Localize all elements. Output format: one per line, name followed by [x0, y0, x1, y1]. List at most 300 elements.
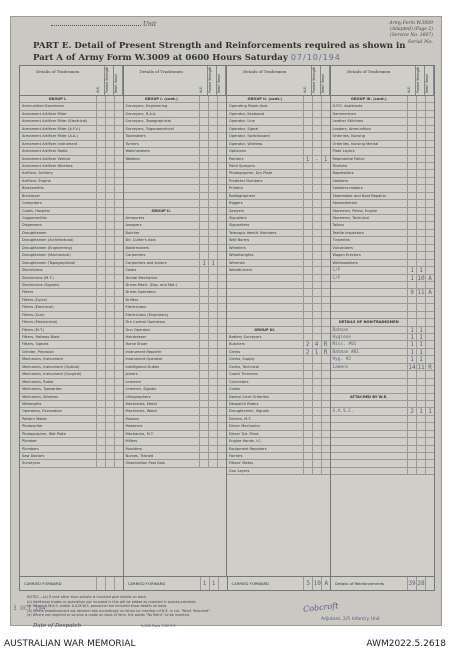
posted-strength-cell: [312, 126, 321, 132]
we-cell: [303, 297, 312, 303]
trade-row: [124, 334, 227, 341]
trade-row: [331, 260, 435, 267]
trade-row: [20, 282, 123, 289]
carried-forward-value: 39: [407, 577, 416, 590]
posted-strength-cell: [208, 431, 217, 437]
reinf-reqd-cell: [321, 468, 330, 474]
trade-row: [124, 349, 227, 356]
trade-label: Horse Shoer: [125, 342, 148, 347]
posted-strength-cell: [105, 453, 114, 459]
posted-strength-cell: [416, 394, 425, 400]
trade-label: Fitters (Gun): [22, 312, 45, 317]
posted-strength-cell: [416, 312, 425, 318]
we-cell: [407, 170, 416, 176]
trade-label: Mechanics, Instrument (Surgical): [22, 372, 82, 377]
posted-strength-cell: [312, 141, 321, 147]
reinf-reqd-cell: [217, 111, 226, 117]
trade-row: [124, 431, 227, 438]
posted-strength-cell: 1: [416, 408, 425, 414]
we-cell: [303, 282, 312, 288]
trade-row: [331, 327, 435, 334]
trade-row: [124, 118, 227, 125]
trade-label: [227, 312, 303, 318]
we-cell: [199, 118, 208, 124]
reinf-reqd-cell: [217, 349, 226, 355]
trade-label: [331, 401, 408, 407]
we-cell: [96, 260, 105, 266]
trade-row: [227, 237, 330, 244]
posted-strength-cell: [312, 275, 321, 281]
trade-row: [124, 446, 227, 453]
trade-label: Drivers, M.T.: [229, 416, 252, 421]
posted-strength-cell: [105, 230, 114, 236]
trade-row: [20, 408, 123, 415]
we-cell: [96, 341, 105, 347]
trade-label: Armament Artificer Vehicle: [22, 156, 71, 161]
posted-strength-cell: [208, 245, 217, 251]
reinf-reqd-cell: [425, 163, 434, 169]
trade-label: Fitters: [22, 290, 34, 295]
trade-label: Orderlies, Nursing Mental: [332, 141, 379, 146]
trade-row: [20, 349, 123, 356]
we-cell: [199, 297, 208, 303]
trade-row: [124, 379, 227, 386]
trade-label: Operator, Wireless: [229, 141, 263, 146]
trade-label: Butcher: [125, 230, 140, 235]
trade-row: [20, 438, 123, 445]
posted-strength-cell: [208, 148, 217, 154]
posted-strength-cell: [105, 416, 114, 422]
trade-label: Wall Borers: [229, 238, 250, 243]
posted-strength-cell: [208, 208, 217, 214]
trade-row: [20, 215, 123, 222]
trade-row: [20, 341, 123, 348]
trade-row: [20, 304, 123, 311]
posted-strength-cell: [416, 237, 425, 243]
trade-row: [20, 208, 123, 215]
trade-row: [227, 215, 330, 222]
trade-row: [20, 133, 123, 140]
reinf-reqd-cell: [425, 252, 434, 258]
trade-row: [124, 327, 227, 334]
trade-row: [124, 394, 227, 401]
posted-strength-cell: [208, 379, 217, 385]
trade-row: [124, 364, 227, 371]
trade-row: [124, 170, 227, 177]
unit-dots: [51, 25, 141, 26]
posted-strength-cell: [312, 260, 321, 266]
reinf-reqd-cell: [114, 215, 123, 221]
trade-row: [20, 148, 123, 155]
trade-row: [331, 141, 435, 148]
carried-forward-value: 5: [303, 577, 312, 590]
we-cell: [407, 178, 416, 184]
trade-row: [331, 334, 435, 341]
trade-row: [227, 416, 330, 423]
trades-column: [227, 66, 331, 576]
trade-row: [331, 275, 435, 282]
we-cell: [303, 178, 312, 184]
trade-row: [20, 431, 123, 438]
reinf-reqd-cell: [321, 334, 330, 340]
posted-strength-cell: [105, 170, 114, 176]
reinf-reqd-cell: [114, 349, 123, 355]
we-cell: [303, 170, 312, 176]
we-cell: [96, 178, 105, 184]
we-cell: [303, 237, 312, 243]
posted-strength-cell: 1: [416, 334, 425, 340]
posted-strength-cell: [105, 460, 114, 466]
we-cell: [407, 371, 416, 377]
trade-label: Mechanics, Wireless: [22, 394, 59, 399]
trade-label: Opticians: [229, 149, 246, 154]
trade-label: Gun Operator: [125, 327, 151, 332]
posted-strength-cell: [105, 252, 114, 258]
we-cell: [199, 453, 208, 459]
trade-row: [331, 364, 435, 371]
we-cell: [96, 200, 105, 206]
trade-label: Vulcanisers: [332, 245, 353, 250]
reinf-reqd-cell: [217, 126, 226, 132]
trade-row: [124, 230, 227, 237]
trade-label: Joiners: [125, 372, 138, 377]
posted-strength-cell: [105, 327, 114, 333]
we-cell: [199, 96, 208, 102]
trade-label: Electricians: [125, 305, 147, 310]
reinf-reqd-cell: [321, 178, 330, 184]
trade-label: Armament Artificer Wireless: [22, 163, 73, 168]
trade-row: [20, 319, 123, 326]
we-cell: [303, 133, 312, 139]
we-cell: [199, 245, 208, 251]
tradesmen-grid: [19, 65, 435, 577]
posted-strength-cell: [208, 364, 217, 370]
trade-label: Armourers: [125, 216, 145, 220]
posted-strength-cell: [312, 103, 321, 109]
trade-row: [227, 163, 330, 170]
we-cell: [303, 319, 312, 325]
trade-row: [331, 126, 435, 133]
group-heading: DETAILS OF NON-TRADESMEN: [338, 320, 399, 325]
trade-label: G.P.O. Assistants: [332, 104, 363, 109]
reinf-reqd-cell: [217, 327, 226, 333]
reinf-reqd-cell: [114, 312, 123, 318]
trades-column: [20, 66, 124, 576]
reinf-reqd-cell: [114, 163, 123, 169]
reinf-reqd-cell: [217, 170, 226, 176]
posted-strength-cell: [312, 193, 321, 199]
posted-strength-cell: [208, 193, 217, 199]
we-cell: [199, 394, 208, 400]
reinf-reqd-cell: A: [425, 289, 434, 295]
trade-row: [227, 275, 330, 282]
trade-row: [331, 341, 435, 348]
trade-label: Operator, Line: [229, 119, 255, 124]
posted-strength-cell: 1: [312, 349, 321, 355]
note-line: (c) Where A.W.A.S. and/or A.A.M.W.S. personnel are included show details on back.: [27, 604, 168, 609]
posted-strength-cell: [208, 133, 217, 139]
trade-row: [20, 200, 123, 207]
trade-row: [20, 386, 123, 393]
group-heading: GROUP III. (cont.): [350, 97, 387, 101]
trade-label: Dental Mechanics: [125, 275, 158, 280]
posted-strength-cell: [208, 170, 217, 176]
reinf-reqd-cell: [425, 126, 434, 132]
carried-forward-value: 1: [200, 577, 209, 590]
posted-strength-cell: [416, 304, 425, 310]
we-cell: [407, 423, 416, 429]
reinf-reqd-cell: [114, 460, 123, 466]
posted-strength-cell: [208, 408, 217, 414]
posted-strength-cell: [416, 215, 425, 221]
trade-row: [20, 312, 123, 319]
reinf-reqd-cell: [321, 118, 330, 124]
trade-row: [331, 215, 435, 222]
posted-strength-cell: [208, 103, 217, 109]
reinf-reqd-cell: [114, 408, 123, 414]
we-cell: [199, 178, 208, 184]
trade-row: [331, 304, 435, 311]
reinf-reqd-cell: [114, 282, 123, 288]
we-cell: [303, 460, 312, 466]
we-cell: [303, 148, 312, 154]
trade-row: [20, 126, 123, 133]
reinf-reqd-cell: [217, 133, 226, 139]
trade-label: Computors: [22, 201, 42, 206]
we-cell: 1: [407, 356, 416, 362]
trade-row: [227, 312, 330, 319]
reinf-reqd-cell: [425, 379, 434, 385]
trade-row: [20, 460, 123, 467]
we-cell: [96, 312, 105, 318]
posted-strength-cell: [416, 126, 425, 132]
reinf-reqd-cell: [321, 297, 330, 303]
posted-strength-cell: [105, 275, 114, 281]
column-header: [124, 66, 227, 96]
reinf-reqd-cell: [114, 297, 123, 303]
posted-strength-cell: [105, 289, 114, 295]
we-cell: [303, 141, 312, 147]
we-cell: 1: [407, 267, 416, 273]
posted-strength-cell: [312, 371, 321, 377]
form-ref-line: (Service No. 1607): [390, 33, 433, 38]
trade-row: [331, 289, 435, 296]
we-cell: [303, 356, 312, 362]
we-cell: [407, 245, 416, 251]
posted-strength-cell: [208, 185, 217, 191]
trade-row: [124, 371, 227, 378]
we-cell: [407, 156, 416, 162]
reinf-reqd-cell: [114, 133, 123, 139]
posted-strength-cell: [416, 170, 425, 176]
reinf-reqd-cell: [425, 334, 434, 340]
reinf-reqd-cell: [321, 423, 330, 429]
trade-label: [331, 468, 408, 474]
we-cell: [303, 193, 312, 199]
trade-label: Linemen: [125, 379, 141, 384]
posted-strength-cell: [312, 334, 321, 340]
posted-strength-cell: 1: [208, 260, 217, 266]
we-cell: [199, 408, 208, 414]
trade-label: Clerks, Technical: [229, 364, 259, 369]
trade-label: Riveters: [332, 163, 348, 168]
we-cell: [303, 200, 312, 206]
reinf-reqd-cell: [114, 356, 123, 362]
we-cell: [96, 193, 105, 199]
reinf-reqd-cell: [321, 438, 330, 444]
unit-label: Unit: [143, 21, 157, 28]
trade-label: Storemen, Technical: [332, 216, 369, 220]
we-cell: [303, 163, 312, 169]
posted-strength-cell: [416, 200, 425, 206]
trade-label: Wheelers: [229, 245, 246, 250]
trade-label: Fitters, Railway Blast: [22, 335, 60, 339]
trade-row: [20, 156, 123, 163]
posted-strength-cell: [208, 215, 217, 221]
we-cell: [96, 289, 105, 295]
trade-label: Drillers: [125, 297, 139, 302]
reinf-reqd-cell: [217, 141, 226, 147]
trade-row: [227, 341, 330, 348]
reinf-reqd-cell: [217, 401, 226, 407]
posted-strength-cell: [105, 394, 114, 400]
reinf-reqd-cell: [425, 141, 434, 147]
trade-row: [20, 260, 123, 267]
trade-label: Masons: [125, 416, 140, 421]
trade-label: Millers: [125, 439, 138, 444]
trade-row: [331, 401, 435, 408]
reinf-reqd-cell: [217, 200, 226, 206]
reinf-reqd-cell: [321, 356, 330, 362]
posted-strength-cell: [105, 282, 114, 288]
we-cell: [303, 111, 312, 117]
posted-strength-cell: [416, 178, 425, 184]
trade-label: Armament Artificer Instrument: [22, 141, 78, 146]
trade-row: [124, 96, 227, 103]
posted-strength-cell: 1: [416, 341, 425, 347]
we-cell: [303, 446, 312, 452]
reinf-reqd-cell: [321, 453, 330, 459]
trade-label: [227, 297, 303, 303]
posted-strength-cell: [416, 453, 425, 459]
trade-label: Hygiene: [332, 335, 352, 340]
we-cell: [407, 304, 416, 310]
we-cell: [199, 148, 208, 154]
we-cell: [303, 386, 312, 392]
trade-label: Coppersmiths: [22, 216, 47, 220]
posted-strength-cell: [105, 245, 114, 251]
posted-strength-cell: [105, 312, 114, 318]
we-cell: [407, 148, 416, 154]
trade-row: [124, 111, 227, 118]
reinf-reqd-cell: [321, 230, 330, 236]
trade-label: Photographer, Wet Plate: [22, 431, 66, 436]
trade-label: Orderlies, Nursing: [332, 134, 365, 139]
trade-label: S.A.S.C.: [332, 409, 354, 415]
we-cell: [96, 252, 105, 258]
trade-label: Armament Artificer Fitter (Electrical): [22, 119, 88, 124]
trade-label: Fitters (Cycle): [22, 297, 47, 302]
posted-strength-cell: [105, 334, 114, 340]
signature: Cobcroft: [302, 601, 339, 614]
trade-row: [227, 126, 330, 133]
trade-label: Electricians (M.T.): [22, 275, 54, 280]
trade-label: [227, 319, 303, 325]
posted-strength-cell: [416, 133, 425, 139]
reinf-reqd-cell: [217, 394, 226, 400]
reinf-reqd-cell: 1: [425, 408, 434, 414]
trade-label: [124, 185, 200, 191]
we-cell: [303, 222, 312, 228]
trade-row: [20, 163, 123, 170]
posted-strength-cell: [105, 379, 114, 385]
carried-forward-label: CARRIED FORWARD: [127, 581, 166, 586]
reinf-reqd-cell: [217, 341, 226, 347]
trade-row: [227, 460, 330, 467]
carried-forward-label: CARRIED FORWARD: [24, 581, 62, 586]
trade-row: [331, 453, 435, 460]
reinf-reqd-cell: [321, 289, 330, 295]
reinf-reqd-cell: [114, 304, 123, 310]
posted-strength-cell: [312, 423, 321, 429]
posted-strength-cell: [208, 386, 217, 392]
posted-strength-cell: [208, 446, 217, 452]
trade-row: [20, 252, 123, 259]
column-subheading: Posted Strength: [312, 66, 321, 95]
trade-label: Fitters (Electrical): [22, 305, 54, 310]
title-line-1: PART E. Detail of Present Strength and Reinforcements required as shown in: [33, 41, 406, 51]
reinf-reqd-cell: [114, 170, 123, 176]
trade-label: Regimental Police: [332, 156, 365, 161]
we-cell: [303, 394, 312, 400]
we-cell: 1: [407, 275, 416, 281]
trade-row: [331, 103, 435, 110]
reinf-reqd-cell: [217, 260, 226, 266]
we-cell: [199, 386, 208, 392]
trade-row: [331, 356, 435, 363]
trade-row: [227, 379, 330, 386]
reinf-reqd-cell: [321, 446, 330, 452]
we-cell: [199, 416, 208, 422]
trade-label: Driver Tpt. Plant: [229, 431, 259, 436]
trade-label: Boilermakers: [125, 245, 150, 250]
we-cell: [199, 312, 208, 318]
trade-row: [227, 319, 330, 326]
trade-label: Draughtsmen: [22, 230, 47, 235]
carried-forward-cell: [228, 577, 332, 590]
reinf-reqd-cell: [217, 289, 226, 295]
trade-label: Operator, Signal: [229, 126, 259, 131]
trade-label: [331, 423, 408, 429]
reinf-reqd-cell: [114, 334, 123, 340]
trade-row: [124, 245, 227, 252]
trade-label: Shoemaker and Boot Repairer: [332, 193, 387, 198]
we-cell: [407, 431, 416, 437]
trade-label: Mechanics, Typewriter: [22, 387, 62, 392]
we-cell: [96, 319, 105, 325]
we-cell: 2: [303, 341, 312, 347]
we-cell: [407, 394, 416, 400]
column-subheading: W.E.: [303, 66, 312, 95]
trade-row: [227, 148, 330, 155]
we-cell: [199, 215, 208, 221]
trade-row: [124, 275, 227, 282]
posted-strength-cell: [208, 312, 217, 318]
form-ref-line: Army Form W.3009: [389, 21, 433, 26]
reinf-reqd-cell: [114, 193, 123, 199]
trade-row: [20, 96, 123, 103]
trade-label: [227, 282, 303, 288]
